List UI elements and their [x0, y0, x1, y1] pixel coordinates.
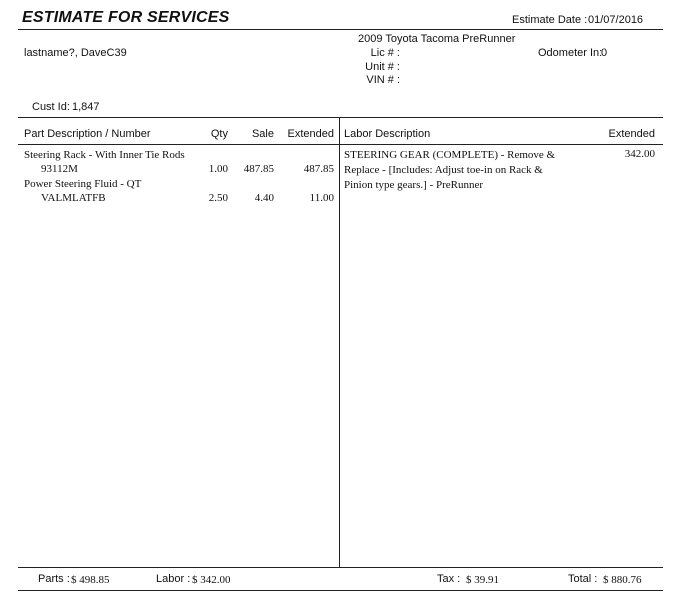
- cropped-top-edge: [0, 0, 679, 4]
- col-header-labor-extended: Extended: [608, 128, 655, 140]
- header-divider: [18, 29, 663, 30]
- page-title: ESTIMATE FOR SERVICES: [22, 9, 230, 26]
- labor-total-value: $ 342.00: [192, 574, 231, 586]
- part-row-2-description: Power Steering Fluid - QT: [24, 178, 142, 190]
- tax-total-label: Tax :: [437, 573, 461, 585]
- part-row-1-qty: 1.00: [208, 163, 228, 175]
- table-top-border: [18, 117, 663, 118]
- cust-id-label: Cust Id:: [32, 101, 70, 113]
- lic-label: Lic # :: [370, 47, 400, 59]
- estimate-date-label: Estimate Date :: [512, 14, 588, 26]
- grand-total-value: $ 880.76: [603, 574, 642, 586]
- labor-row-1-extended: 342.00: [624, 148, 655, 160]
- part-row-2-number: VALMLATFB: [41, 192, 106, 204]
- part-row-1-sale: 487.85: [243, 163, 274, 175]
- part-row-1-extended: 487.85: [303, 163, 334, 175]
- table-header-divider: [18, 144, 663, 145]
- parts-total-value: $ 498.85: [71, 574, 110, 586]
- col-header-sale: Sale: [251, 128, 274, 140]
- part-row-1-description: Steering Rack - With Inner Tie Rods: [24, 149, 185, 161]
- totals-bottom-border: [18, 590, 663, 591]
- customer-name: lastname?, DaveC39: [24, 47, 127, 59]
- parts-total-label: Parts :: [38, 573, 70, 585]
- grand-total-label: Total :: [568, 573, 598, 585]
- col-header-part-description: Part Description / Number: [24, 128, 151, 140]
- part-row-1-number: 93112M: [41, 163, 78, 175]
- labor-row-1-description: STEERING GEAR (COMPLETE) - Remove & Replace - [Includes: Adjust toe-in on Rack & Pinion type gears.] - PreRunner: [344, 149, 556, 191]
- unit-label: Unit # :: [365, 61, 400, 73]
- vehicle-description: 2009 Toyota Tacoma PreRunner: [358, 33, 516, 45]
- estimate-date-value: 01/07/2016: [588, 14, 644, 26]
- odometer-label: Odometer In:: [538, 47, 603, 59]
- col-header-labor-description: Labor Description: [344, 128, 431, 140]
- part-row-2-qty: 2.50: [208, 192, 228, 204]
- table-bottom-border: [18, 567, 663, 568]
- tax-total-value: $ 39.91: [466, 574, 499, 586]
- column-divider: [339, 117, 340, 568]
- labor-total-label: Labor :: [156, 573, 191, 585]
- col-header-extended: Extended: [287, 128, 334, 140]
- odometer-value: 0: [601, 47, 608, 59]
- vin-label: VIN # :: [366, 74, 400, 86]
- cust-id-value: 1,847: [72, 101, 100, 113]
- col-header-qty: Qty: [210, 128, 228, 140]
- part-row-2-sale: 4.40: [254, 192, 274, 204]
- part-row-2-extended: 11.00: [309, 192, 334, 204]
